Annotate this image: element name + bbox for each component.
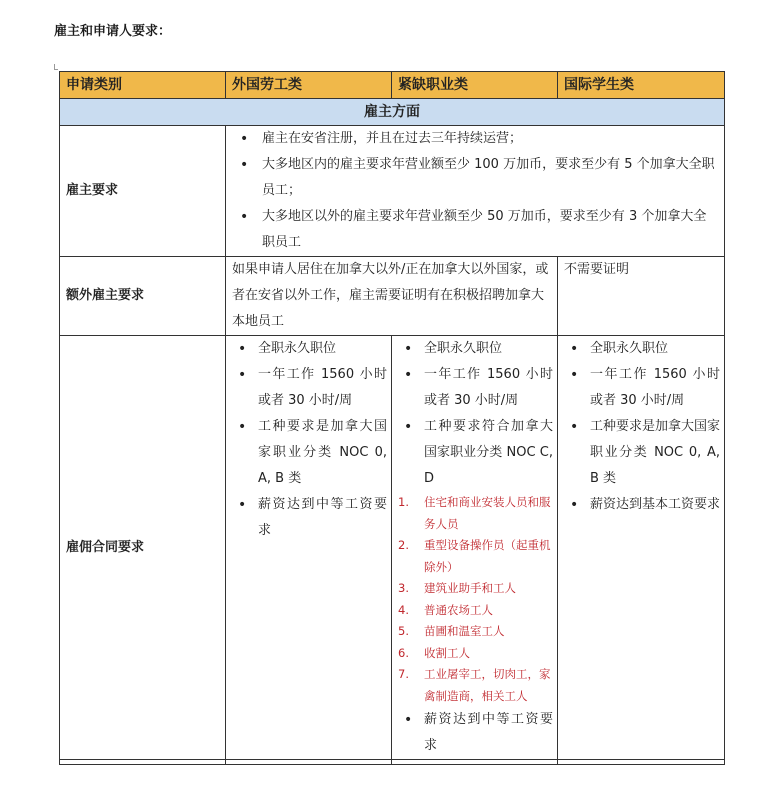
list-item: • 工种要求符合加拿大国家职业分类 NOC C, D <box>396 414 553 492</box>
table-header-row <box>60 72 725 99</box>
list-item: • 全职永久职位 <box>562 336 720 362</box>
employer-req-cell <box>226 126 725 257</box>
row-label-employer: 雇主要求 <box>60 126 226 257</box>
contract-student-cell <box>558 336 725 760</box>
row-label-contract: 雇佣合同要求 <box>60 336 226 760</box>
numbered-item: 6. 收割工人 <box>398 645 470 660</box>
header-intl-student: 国际学生类 <box>558 72 725 99</box>
list-item: • 薪资达到中等工资要求 <box>230 492 387 544</box>
list-item: • 一年工作 1560 小时或者 30 小时/周 <box>396 362 553 414</box>
list-item: • 雇主在安省注册，并且在过去三年持续运营； <box>232 126 718 152</box>
list-item: • 大多地区以外的雇主要求年营业额至少 50 万加币，要求至少有 3 个加拿大全职员工 <box>232 204 718 256</box>
extra-req-cell: 如果申请人居住在加拿大以外/正在加拿大以外国家，或者在安省以外工作，雇主需要证明有在积极招聘加拿大本地员工 <box>226 257 558 336</box>
header-in-demand: 紧缺职业类 <box>392 72 558 99</box>
numbered-item: 5. 苗圃和温室工人 <box>398 624 505 638</box>
section-title: 雇主方面 <box>60 99 725 126</box>
header-foreign-worker: 外国劳工类 <box>226 72 392 99</box>
header-category: 申请类别 <box>60 72 226 99</box>
page-heading: 雇主和申请人要求： <box>54 24 172 39</box>
list-item: • 一年工作 1560 小时或者 30 小时/周 <box>230 362 387 414</box>
list-item: • 大多地区内的雇主要求年营业额至少 100 万加币，要求至少有 5 个加拿大全职员工； <box>232 152 718 204</box>
numbered-item: 7. 工业屠宰工，切肉工，家禽制造商，相关工人 <box>398 667 551 703</box>
list-item: • 全职永久职位 <box>396 336 553 362</box>
occupation-list <box>396 492 553 707</box>
list-item: • 工种要求是加拿大国家职业分类 NOC 0, A, B 类 <box>562 414 720 492</box>
paragraph-mark <box>54 64 58 70</box>
list-item: • 薪资达到基本工资要求 <box>562 492 720 518</box>
numbered-item: 1. 住宅和商业安装人员和服务人员 <box>398 495 551 531</box>
list-item: • 全职永久职位 <box>230 336 387 362</box>
numbered-item: 4. 普通农场工人 <box>398 602 493 617</box>
contract-indemand-cell <box>392 336 558 760</box>
table-row <box>60 257 725 336</box>
numbered-item: 2. 重型设备操作员（起重机除外） <box>398 538 551 574</box>
contract-foreign-cell <box>226 336 392 760</box>
list-item: • 薪资达到中等工资要求 <box>396 707 553 759</box>
list-item: • 一年工作 1560 小时或者 30 小时/周 <box>562 362 720 414</box>
extra-req-student-cell: 不需要证明 <box>558 257 725 336</box>
list-item: • 工种要求是加拿大国家职业分类 NOC 0, A, B 类 <box>230 414 387 492</box>
table-row <box>60 126 725 257</box>
section-row <box>60 99 725 126</box>
requirements-table <box>59 71 725 765</box>
numbered-item: 3. 建筑业助手和工人 <box>398 581 516 595</box>
table-row-partial <box>60 760 725 765</box>
table-row <box>60 336 725 760</box>
row-label-extra: 额外雇主要求 <box>60 257 226 336</box>
